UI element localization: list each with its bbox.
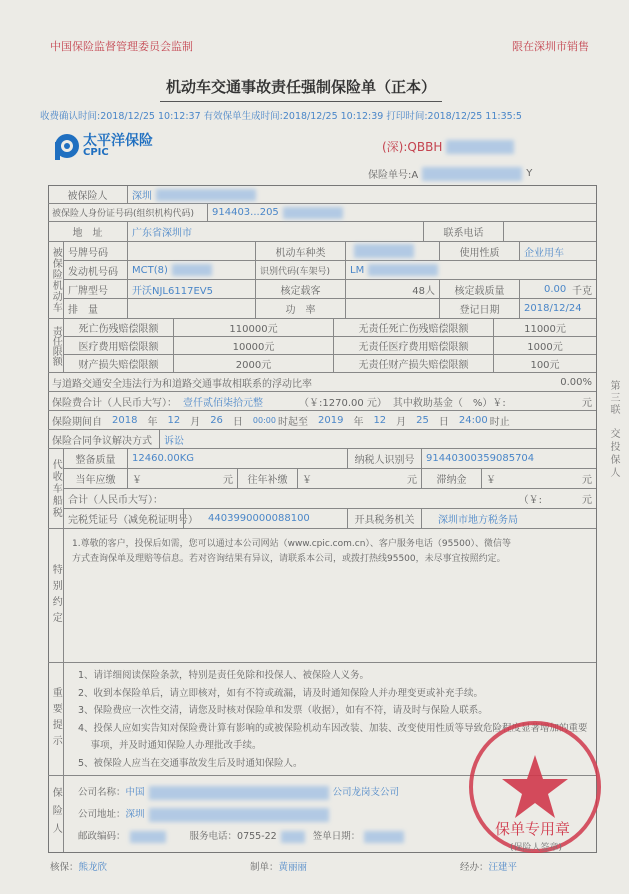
dispute-label: 保险合同争议解决方式 (52, 435, 152, 447)
company-tail: 公司龙岗支公司 (332, 787, 400, 798)
yen-sign: ￥ (132, 475, 142, 486)
model-label: 厂牌型号 (68, 285, 108, 297)
yuan-label: 元 (223, 475, 233, 486)
yuan-label: 元 (407, 475, 417, 486)
logo-en: CPIC (83, 147, 109, 158)
tax-total-label: 合计（人民币大写）： (68, 495, 163, 506)
notice-item: 2、收到本保险单后，请立即核对，如有不符或疏漏，请及时通知保险人并办理变更或补充手续。 (78, 687, 484, 699)
late-fee-label: 滞纳金 (436, 475, 467, 486)
yuan-label: 元 (582, 475, 592, 486)
model-value: 开沃NJL6117EV5 (132, 285, 213, 297)
special-term-line: 方式查询保单及理赔等信息。若对咨询结果有异议，请联系本公司，或拨打热线95500，未尽事宜按照约定。 (72, 554, 506, 564)
redaction (368, 264, 438, 276)
cpic-logo (52, 132, 153, 160)
seal-caption: (保险人签章) (510, 843, 563, 853)
redaction (156, 189, 256, 201)
insured-name-value: 深圳 (132, 191, 152, 202)
seats-value: 48人 (412, 285, 435, 297)
company-value: 中国 (125, 787, 145, 798)
tax-total-amount: （￥: (518, 495, 542, 506)
insurer-address-value: 深圳 (125, 809, 145, 820)
timestamps: 收费确认时间:2018/12/25 10:12:37 有效保单生成时间:2018/12/25 10:12:39 打印时间:2018/12/25 11:35:5 (40, 111, 522, 122)
power-label: 功 率 (285, 305, 316, 316)
engine-value: MCT(8) (132, 264, 168, 276)
yen-sign: ￥ (486, 475, 496, 486)
notices-section-label: 重要提示 (48, 663, 64, 776)
notice-item: 3、保险费应一次性交清，请您及时核对保险单和发票（收据），如有不符，请及时与保险人联系。 (78, 705, 488, 716)
mass-value: 0.00 (544, 283, 567, 295)
special-terms (64, 529, 596, 663)
premium-label: 保险费合计（人民币大写）： (52, 397, 177, 409)
vehicle-type-label: 机动车种类 (275, 247, 326, 259)
rescue-fund-label: 其中救助基金（ %）￥: (392, 397, 506, 409)
premium-words: 壹仟贰佰柒拾元整 (183, 397, 263, 409)
reg-date-label: 登记日期 (459, 305, 500, 316)
underwriter-name: 熊龙欣 (78, 862, 108, 873)
curb-weight-value: 12460.00KG (132, 453, 195, 464)
insured-name-label: 被保险人 (67, 191, 108, 202)
engine-label: 发动机号码 (68, 266, 118, 278)
use-value: 企业用车 (524, 247, 564, 259)
nf-limit-value: 100元 (530, 360, 560, 371)
nf-limit-value: 1000元 (527, 342, 563, 353)
reg-date-value: 2018/12/24 (524, 303, 582, 314)
special-section-label: 特别约定 (48, 529, 64, 663)
end-year: 2019 (317, 414, 344, 426)
policy-number-label: 保险单号:A (368, 170, 419, 181)
use-label: 使用性质 (459, 247, 500, 259)
redaction (364, 831, 404, 843)
limit-row (64, 319, 596, 337)
preparer-name: 黄丽丽 (278, 862, 308, 873)
redaction (446, 140, 514, 154)
yuan-label: 元 (582, 495, 592, 506)
notice-item: 5、被保险人应当在交通事故发生后及时通知保险人。 (78, 757, 303, 769)
vin-label: 识别代码(车架号) (260, 266, 331, 277)
rescue-unit: 元 (582, 397, 592, 409)
redaction (281, 831, 305, 843)
nf-limit-value: 11000元 (524, 324, 566, 335)
premium-amount: （￥:1270.00 元） (299, 397, 387, 409)
notice-item: 1、请详细阅读保险条款，特别是责任免除和投保人、被保险人义务。 (78, 670, 370, 681)
seal-text: 保单专用章 (495, 820, 571, 838)
day-label: 日 (232, 416, 243, 428)
taxpayer-label: 纳税人识别号 (354, 455, 415, 466)
plate-label: 号牌号码 (68, 247, 108, 259)
nf-limit-label: 无责任财产损失赔偿限额 (358, 360, 469, 371)
postal-label: 邮政编码： (78, 831, 126, 842)
redaction (283, 207, 343, 219)
month-label: 月 (190, 416, 201, 428)
year-label: 年 (353, 416, 364, 428)
phone-label: 联系电话 (443, 228, 484, 239)
insured-id-value: 914403...205 (212, 207, 279, 218)
nf-limit-label: 无责任死亡伤残赔偿限额 (358, 324, 469, 335)
service-phone-label: 服务电话： (189, 831, 238, 842)
limit-value: 110000元 (229, 324, 278, 335)
notice-item: 4、投保人应如实告知对保险费计算有影响的或被保险机动车因改装、加装、改变使用性质等导致危险程度显著增加的重要 (78, 722, 588, 734)
dispute-value: 诉讼 (164, 435, 184, 447)
limit-label: 医疗费用赔偿限额 (78, 342, 159, 353)
serial-number: (深):QBBH (382, 140, 443, 154)
insured-id-label: 被保险人身份证号码(组织机构代码) (52, 209, 195, 219)
redaction (149, 786, 329, 800)
tax-cert-value: 4403990000088100 (208, 513, 310, 524)
nf-limit-label: 无责任医疗费用赔偿限额 (358, 342, 469, 353)
address-label: 地 址 (72, 228, 103, 239)
taxpayer-value: 91440300359085704 (426, 453, 535, 464)
vehicle-section-label: 被保险机动车 (48, 242, 64, 319)
curb-weight-label: 整备质量 (75, 455, 116, 466)
yen-sign: ￥ (302, 475, 312, 486)
sales-region: 限在深圳市销售 (512, 40, 589, 53)
redaction (354, 244, 414, 258)
back-tax-label: 往年补缴 (247, 475, 288, 486)
tax-authority-value: 深圳市地方税务局 (438, 515, 518, 526)
sign-date-label: 签单日期： (312, 831, 361, 842)
start-day: 26 (210, 414, 223, 426)
rate-value: 0.00% (560, 376, 592, 388)
service-phone-value: 0755-22 (237, 831, 277, 842)
cpic-logo-icon (52, 132, 80, 160)
preparer-label: 制单： (250, 862, 279, 873)
redaction (422, 167, 522, 181)
limit-label: 财产损失赔偿限额 (78, 360, 159, 371)
copy-label: 第三联 (608, 380, 619, 416)
seats-label: 核定载客 (280, 285, 321, 297)
redaction (172, 264, 212, 276)
period-label: 保险期间自 (52, 416, 102, 428)
limit-row (64, 355, 596, 373)
tax-cert-label: 完税凭证号（减免税证明号） (68, 515, 198, 526)
copy-for-label: 交投保人 (608, 428, 619, 480)
start-year: 2018 (112, 414, 138, 426)
limit-label: 死亡伤残赔偿限额 (78, 324, 159, 335)
limit-row (64, 337, 596, 355)
underwriter-label: 核保： (50, 862, 79, 873)
day-label: 日 (438, 416, 449, 428)
year-label: 年 (147, 416, 158, 428)
displacement-label: 排 量 (68, 305, 98, 316)
insurer-section-label: 保险人 (48, 776, 64, 852)
policy-number-suffix: Y (526, 168, 533, 179)
start-month: 12 (167, 414, 181, 426)
month-label: 月 (396, 416, 407, 428)
supervisor-text: 中国保险监督管理委员会监制 (50, 40, 193, 53)
current-tax-label: 当年应缴 (75, 475, 116, 486)
vin-value: LM (350, 264, 365, 276)
company-label: 公司名称： (78, 787, 126, 798)
end-time: 24:00 (458, 414, 488, 426)
start-time: 00:00 (252, 415, 276, 425)
handler-label: 经办： (460, 862, 489, 873)
limit-value: 2000元 (235, 360, 272, 371)
insurer-address-label: 公司地址： (78, 809, 126, 820)
handler-name: 汪建平 (488, 862, 518, 873)
redaction (149, 808, 329, 822)
from-label: 时起至 (277, 416, 308, 428)
tax-authority-label: 开具税务机关 (354, 515, 415, 526)
limits-section-label: 责任限额 (48, 319, 64, 373)
special-term-line: 1.尊敬的客户，投保后如需，您可以通过本公司网站（www.cpic.com.cn）、客户服务电话（95500）、微信等 (72, 539, 512, 549)
insurer-info (78, 782, 458, 848)
to-label: 时止 (489, 416, 510, 428)
end-day: 25 (416, 414, 429, 426)
rate-label: 与道路交通安全违法行为和道路交通事故相联系的浮动比率 (52, 378, 312, 390)
mass-unit: 千克 (572, 285, 592, 297)
redaction (130, 831, 166, 843)
limit-value: 10000元 (232, 342, 275, 353)
logo-cn: 太平洋保险 (83, 133, 153, 149)
address-value: 广东省深圳市 (132, 228, 192, 239)
mass-label: 核定载质量 (454, 285, 505, 297)
end-month: 12 (373, 414, 387, 426)
page-title: 机动车交通事故责任强制保险单（正本） (160, 76, 442, 102)
notice-item: 事项，并及时通知保险人办理批改手续。 (78, 740, 262, 751)
tax-section-label: 代收车船税 (48, 449, 64, 529)
